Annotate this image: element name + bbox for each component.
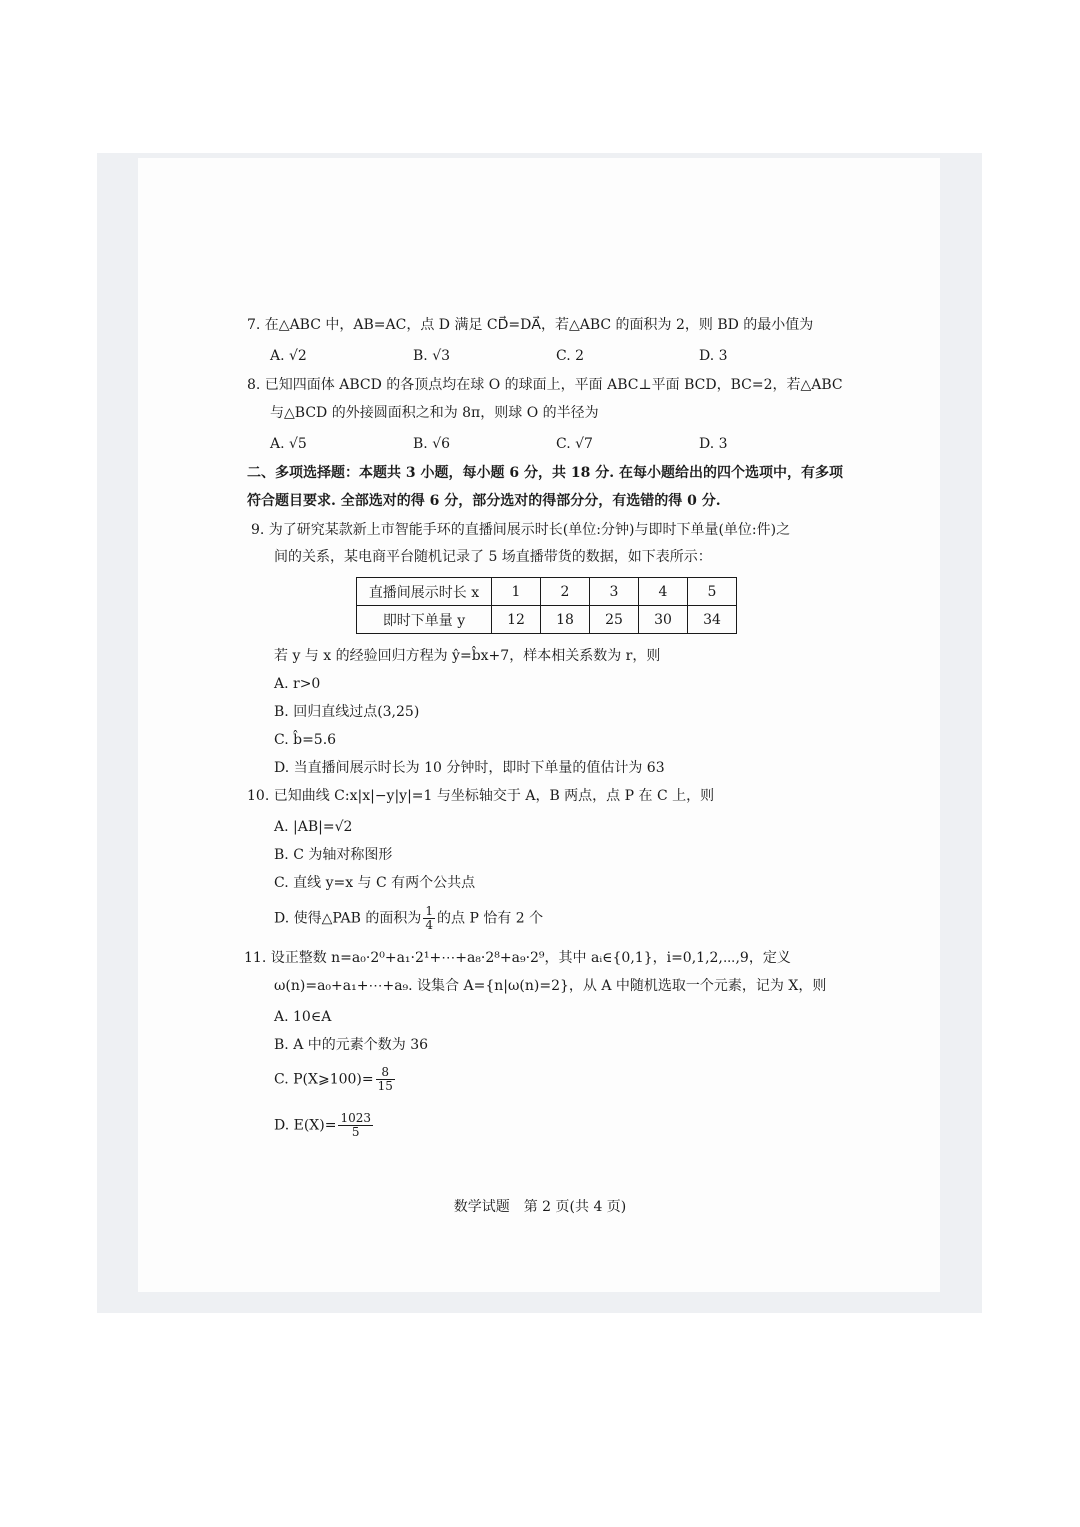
q8-option-d: D. 3 bbox=[699, 436, 728, 452]
fraction-numerator: 8 bbox=[376, 1066, 395, 1080]
table-cell: 34 bbox=[688, 606, 737, 634]
fraction bbox=[423, 905, 435, 932]
q11-stem-line1: 11. 设正整数 n=a₀·2⁰+a₁·2¹+⋯+a₈·2⁸+a₉·2⁹，其中 aᵢ∈{0,1}，i=0,1,2,⋯,9，定义 bbox=[244, 950, 791, 966]
fraction-numerator: 1 bbox=[425, 904, 434, 918]
q8-stem-line2: 与△BCD 的外接圆面积之和为 8π，则球 O 的半径为 bbox=[270, 405, 599, 421]
q10-option-d bbox=[274, 905, 543, 932]
fraction-denominator: 15 bbox=[377, 1079, 393, 1093]
table-cell: 5 bbox=[688, 578, 737, 606]
q10-option-d-prefix: D. 使得△PAB 的面积为 bbox=[274, 910, 422, 927]
q8-option-a: A. √5 bbox=[270, 436, 307, 452]
table-cell: 30 bbox=[639, 606, 688, 634]
table-cell: 3 bbox=[590, 578, 639, 606]
q11-option-a: A. 10∈A bbox=[274, 1009, 332, 1025]
q7-option-d: D. 3 bbox=[699, 348, 728, 364]
section2-heading-line1: 二、多项选择题：本题共 3 小题，每小题 6 分，共 18 分. 在每小题给出的四个选项中，有多项 bbox=[247, 465, 843, 481]
q9-stem-line2: 间的关系，某电商平台随机记录了 5 场直播带货的数据，如下表所示： bbox=[274, 549, 712, 565]
q9-option-c: C. b̂=5.6 bbox=[274, 732, 337, 748]
q9-option-d: D. 当直播间展示时长为 10 分钟时，即时下单量的值估计为 63 bbox=[274, 760, 665, 776]
q9-option-b: B. 回归直线过点(3,25) bbox=[274, 704, 420, 720]
fraction bbox=[338, 1112, 373, 1139]
q9-stem-regression: 若 y 与 x 的经验回归方程为 ŷ=b̂x+7，样本相关系数为 r，则 bbox=[274, 648, 661, 664]
q10-option-d-suffix: 的点 P 恰有 2 个 bbox=[437, 910, 544, 927]
table-cell: 25 bbox=[590, 606, 639, 634]
table-row bbox=[357, 606, 737, 634]
q11-option-c-prefix: C. P(X⩾100)= bbox=[274, 1071, 374, 1088]
table-cell: 1 bbox=[492, 578, 541, 606]
q11-option-d-prefix: D. E(X)= bbox=[274, 1117, 337, 1134]
q10-option-c: C. 直线 y=x 与 C 有两个公共点 bbox=[274, 875, 476, 891]
q7-stem: 7. 在△ABC 中，AB=AC，点 D 满足 CD⃗=DA⃗，若△ABC 的面积为 2，则 BD 的最小值为 bbox=[247, 317, 814, 333]
table-cell: 2 bbox=[541, 578, 590, 606]
table-cell: 4 bbox=[639, 578, 688, 606]
q10-stem: 10. 已知曲线 C:x|x|−y|y|=1 与坐标轴交于 A，B 两点，点 P 在 C 上，则 bbox=[247, 788, 715, 804]
q9-option-a: A. r>0 bbox=[274, 676, 321, 692]
q8-option-c: C. √7 bbox=[556, 436, 593, 452]
fraction bbox=[376, 1066, 395, 1093]
table-header-y: 即时下单量 y bbox=[357, 606, 492, 634]
q10-option-a: A. |AB|=√2 bbox=[274, 819, 353, 835]
q11-option-c bbox=[274, 1066, 397, 1093]
q7-option-c: C. 2 bbox=[556, 348, 585, 364]
q7-option-b: B. √3 bbox=[413, 348, 451, 364]
q11-option-b: B. A 中的元素个数为 36 bbox=[274, 1037, 429, 1053]
q7-option-a: A. √2 bbox=[270, 348, 307, 364]
table-cell: 18 bbox=[541, 606, 590, 634]
q9-data-table bbox=[356, 577, 737, 634]
table-cell: 12 bbox=[492, 606, 541, 634]
q8-stem-line1: 8. 已知四面体 ABCD 的各顶点均在球 O 的球面上，平面 ABC⊥平面 BCD，BC=2，若△ABC bbox=[247, 377, 843, 393]
q10-option-b: B. C 为轴对称图形 bbox=[274, 847, 393, 863]
q8-option-b: B. √6 bbox=[413, 436, 451, 452]
table-row bbox=[357, 578, 737, 606]
fraction-denominator: 4 bbox=[425, 918, 434, 932]
section2-heading-line2: 符合题目要求. 全部选对的得 6 分，部分选对的得部分分，有选错的得 0 分. bbox=[247, 493, 721, 509]
table-header-x: 直播间展示时长 x bbox=[357, 578, 492, 606]
fraction-denominator: 5 bbox=[351, 1125, 360, 1139]
fraction-numerator: 1023 bbox=[340, 1111, 372, 1125]
page-footer: 数学试题 第 2 页(共 4 页) bbox=[453, 1199, 627, 1215]
q11-option-d bbox=[274, 1112, 375, 1139]
q11-stem-line2: ω(n)=a₀+a₁+⋯+a₉. 设集合 A={n|ω(n)=2}，从 A 中随机选取一个元素，记为 X，则 bbox=[274, 978, 827, 994]
q9-stem-line1: 9. 为了研究某款新上市智能手环的直播间展示时长(单位:分钟)与即时下单量(单位:件)之 bbox=[251, 522, 791, 538]
